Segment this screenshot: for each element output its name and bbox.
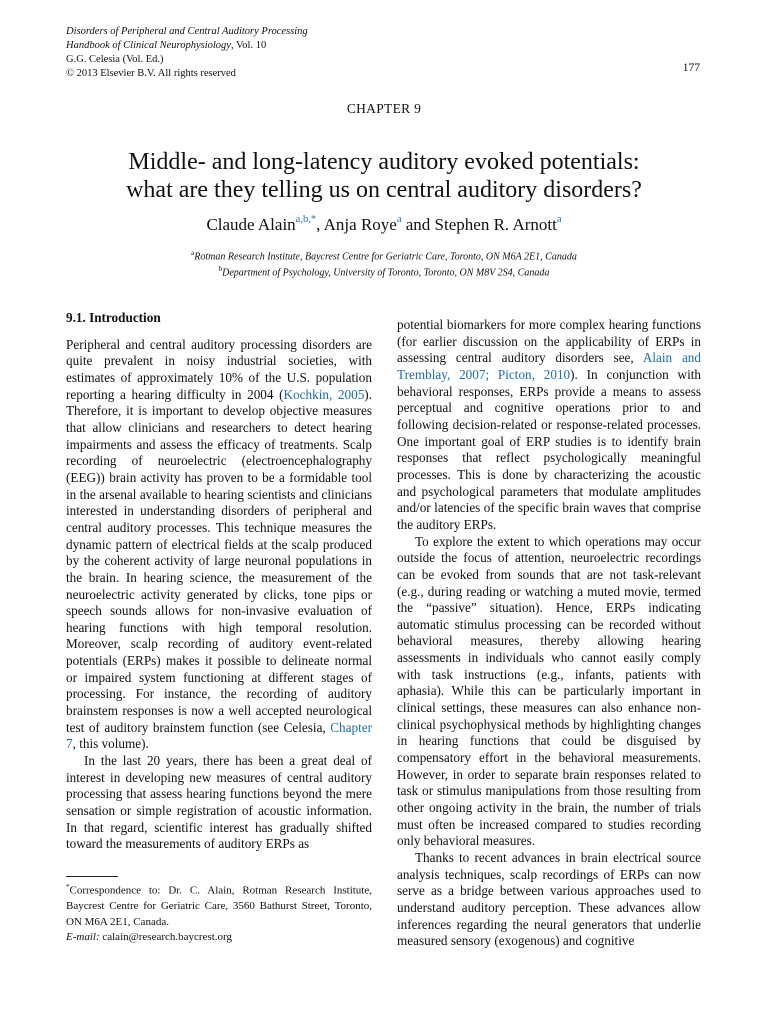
- p1-text-b: ). Therefore, it is important to develop objective measures that allow clinicians and researchers to detect hearing impairments and assess the efficacy of treatments. Scalp recording of neuroelectric (electroencephalography (EEG)) brain activity has proven to be a formidable tool in the arsenal available to hearing scientists and clinicians interested in understanding disorders of peripheral and central auditory processes. This technique measures the dynamic pattern of electrical fields at the scalp produced by the coherent activity of large neuronal populations in the brain. In hearing science, the measurement of the neuroelectric activity generated by clicks, tone pips or speech sounds allows for non-invasive evaluation of hearing functions with high temporal resolution. Moreover, scalp recording of auditory event-related potentials (ERPs) makes it possible to delineate normal or impaired system functioning at different stages of processing. For instance, the recording of auditory brainstem responses is now a well accepted neurological test of auditory brainstem function (see Celesia,: [66, 386, 372, 735]
- right-paragraph-2: To explore the extent to which operations may occur outside the focus of attention, neuroelectric recordings can be evoked from sounds that are not task-relevant (e.g., during reading or watching a muted movie, termed the “passive” situation). Hence, ERPs indicating automatic stimulus processing can be recorded without behavioral measures, thereby allowing hearing assessments in individuals who cannot easily comply with task instructions (e.g., infants, patients with aphasia). While this can be particularly important in clinical settings, these measures can also enhance non-clinical psychophysical methods by highlighting changes in hearing functions that could be disguised by compensatory effort in the behavioral measurements. However, in order to separate brain responses related to task or stimulus manipulations from those resulting from other ongoing activity in the brain, the number of trials must often be increased compared to studies recording only behavioral measures.: [397, 533, 701, 849]
- citation-link-alain-picton[interactable]: Alain and Tremblay, 2007; Picton, 2010: [397, 350, 701, 382]
- rp1-text-a: potential biomarkers for more complex hearing functions (for earlier discussion on the applicability of ERPs in assessing central auditory disorders see,: [397, 317, 701, 366]
- author-list: [0, 215, 768, 235]
- book-title: Disorders of Peripheral and Central Auditory Processing: [66, 26, 308, 37]
- section-heading: 9.1. Introduction: [66, 310, 161, 325]
- right-paragraph-1: [397, 317, 701, 534]
- affiliation-b: [0, 265, 768, 278]
- series-title: Handbook of Clinical Neurophysiology: [66, 40, 231, 51]
- footnote-text: Correspondence to: Dr. C. Alain, Rotman Research Institute, Baycrest Centre for Geriatric Care, 3560 Bathurst Street, Toronto, ON M6A 2E1, Canada.: [66, 884, 372, 928]
- author-1: Claude Alain: [206, 215, 296, 234]
- author-2: , Anja Roye: [316, 215, 397, 234]
- volume-editor: G.G. Celesia (Vol. Ed.): [66, 54, 164, 65]
- email-label: E-mail:: [66, 931, 100, 944]
- series-line: [66, 39, 308, 53]
- affiliation-b-text: Department of Psychology, University of Toronto, Toronto, ON M8V 2S4, Canada: [222, 267, 550, 279]
- p1-text-c: , this volume).: [72, 736, 149, 752]
- footnote-divider: [66, 876, 118, 877]
- rp1-text-b: ). In conjunction with behavioral responses, ERPs provide a means to assess perceptual and cognitive operations prior to and following decision-related or response-related processes. One important goal of ERP studies is to identify brain responses that reflect psychologically meaningful processes. This is done by characterizing the acoustic and psychological parameters that modulate amplitudes and/or latencies of the specific brain waves that comprise the auditory ERPs.: [397, 366, 701, 532]
- author-2-affil-link[interactable]: a: [396, 214, 402, 226]
- intro-paragraph-1: [66, 337, 372, 753]
- copyright-line: © 2013 Elsevier B.V. All rights reserved: [66, 68, 236, 79]
- affiliation-a: [0, 249, 768, 262]
- title-line-2: what are they telling us on central auditory disorders?: [126, 177, 642, 203]
- title-line-1: Middle- and long-latency auditory evoked potentials:: [128, 149, 640, 175]
- author-3: and Stephen R. Arnott: [401, 215, 557, 234]
- volume-number: , Vol. 10: [230, 40, 267, 51]
- right-paragraph-3: Thanks to recent advances in brain electrical source analysis techniques, scalp recordings of ERPs can now serve as a bridge between various approaches used to understand auditory perception. These advances allow inferences regarding the neural generators that underlie measured sensory (exogenous) and cognitive: [397, 850, 701, 949]
- email-address[interactable]: calain@research.baycrest.org: [99, 931, 232, 944]
- right-column: [397, 317, 701, 950]
- citation-link-kochkin[interactable]: Kochkin, 2005: [283, 386, 365, 402]
- affiliation-a-text: Rotman Research Institute, Baycrest Centre for Geriatric Care, Toronto, ON M6A 2E1, Canada: [194, 251, 577, 263]
- footnote-marker: *: [66, 883, 70, 891]
- author-3-affil-link[interactable]: a: [556, 214, 562, 226]
- running-header: [66, 25, 308, 81]
- affiliation-a-marker: a: [191, 249, 195, 257]
- chapter-7-link[interactable]: Chapter 7: [66, 719, 372, 752]
- affiliation-b-marker: b: [218, 265, 223, 273]
- chapter-label: CHAPTER 9: [346, 101, 422, 116]
- author-1-affil-link[interactable]: a,b,*: [295, 214, 317, 226]
- page-number: 177: [682, 62, 700, 74]
- p1-text-a: Peripheral and central auditory processing disorders are quite prevalent in noisy industrial societies, with estimates of approximately 10% of the U.S. population reporting a hearing difficulty in 2004 (: [66, 336, 372, 402]
- correspondence-footnote: [66, 880, 372, 946]
- left-column: [66, 310, 372, 853]
- article-title: [60, 148, 708, 204]
- intro-paragraph-2: In the last 20 years, there has been a great deal of interest in developing new measures of central auditory processing that assess hearing functions beyond the mere sensation or simple registration of acoustic information. In that regard, scientific interest has gradually shifted toward the measurements of auditory ERPs as: [66, 753, 372, 852]
